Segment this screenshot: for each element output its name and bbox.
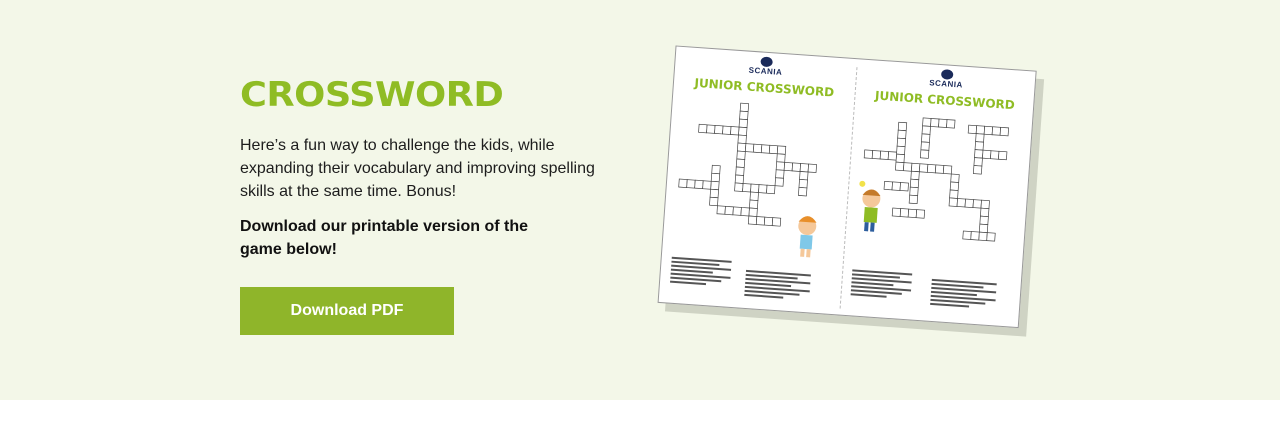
left-clues-across [744,270,811,302]
right-crossword-grid [848,109,1029,280]
crossword-sheet [658,45,1037,328]
download-prompt: Download our printable version of the game below! [240,218,529,258]
left-brand: SCANIA [748,65,783,77]
section-description: Here’s a fun way to challenge the kids, while expanding their vocabulary and improving spelling skills at the same time. Bonus! [240,137,595,200]
text-column [240,76,610,261]
right-page [839,59,1038,329]
right-clues-across [930,279,997,311]
right-heading: JUNIOR CROSSWORD [874,88,1016,113]
left-crossword-grid [670,97,841,268]
right-clues-down [850,269,912,301]
left-clues-down [670,257,732,289]
download-pdf-button[interactable]: Download PDF [240,287,454,335]
boy-illustration [856,181,881,232]
left-page [658,47,857,317]
crossword-preview-image [655,45,1044,360]
girl-illustration [796,215,817,257]
section-title: CROSSWORD [240,75,504,115]
right-brand: SCANIA [928,78,964,90]
left-heading: JUNIOR CROSSWORD [694,75,835,100]
